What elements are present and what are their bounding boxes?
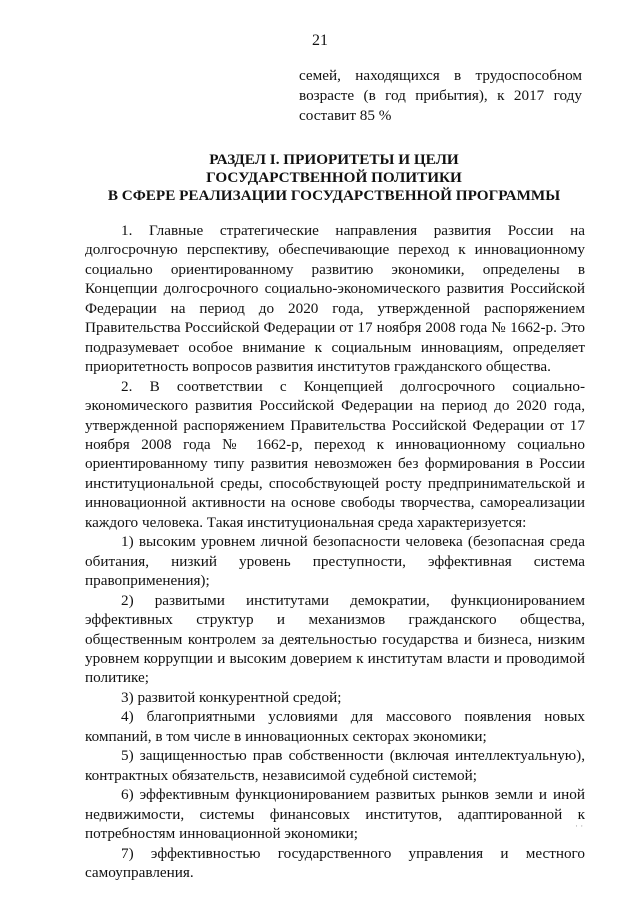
paragraph-2: 2. В соответствии с Концепцией долгосрочного социально-экономического развития Российской Федерации на период до 2020 года, утвержденной распоряжением Правительства Российской Федерации от 17 ноября 2008 года № 1662-р, переход к инновационному социально ориентированному типу развития невозможен без формирования в России институциональной среды, способствующей росту предпринимательской и инновационной активности на основе свободы творчества, самореализации каждого человека. Такая институциональная среда характеризуется: bbox=[85, 377, 585, 531]
section-heading-line-2: ГОСУДАРСТВЕННОЙ ПОЛИТИКИ bbox=[206, 169, 462, 186]
list-item-6: 6) эффективным функционированием развитых рынков земли и иной недвижимости, системы финансовых институтов, адаптированной к потребностям инновационной экономики; bbox=[85, 786, 585, 843]
continuation-paragraph: семей, находящихся в трудоспособном возрасте (в год прибытия), к 2017 году составит 85 % bbox=[299, 67, 582, 124]
paragraph-1: 1. Главные стратегические направления развития России на долгосрочную перспективу, обеспечивающие переход к инновационному социально ориентированному развитию экономики, определены в Концепции долгосрочного социально-экономического развития Российской Федерации на период до 2020 года, утвержденной распоряжением Правительства Российской Федерации от 17 ноября 2008 года № 1662-р. Это подразумевает особое внимание к социальным инновациям, определяет приоритетность вопросов развития институтов гражданского общества. bbox=[85, 222, 585, 376]
list-item-2: 2) развитыми институтами демократии, функционированием эффективных структур и механизмов гражданского общества, общественным контролем за деятельностью государства и бизнеса, низким уровнем коррупции и высоким доверием к институтам власти и проводимой политике; bbox=[85, 591, 585, 687]
list-item-3: 3) развитой конкурентной средой; bbox=[121, 688, 342, 706]
list-item-5: 5) защищенностью прав собственности (включая интеллектуальную), контрактных обязательств, независимой судебной системой; bbox=[85, 747, 585, 784]
section-heading-line-1: РАЗДЕЛ I. ПРИОРИТЕТЫ И ЦЕЛИ bbox=[209, 151, 459, 168]
list-item-1: 1) высоким уровнем личной безопасности человека (безопасная среда обитания, низкий уровень преступности, эффективная система правоприменения); bbox=[85, 533, 585, 590]
page-number: 21 bbox=[312, 32, 328, 49]
section-heading bbox=[84, 151, 584, 205]
list-item-4: 4) благоприятными условиями для массового появления новых компаний, в том числе в инновационных секторах экономики; bbox=[85, 708, 585, 745]
scan-artifact-mark: · · bbox=[575, 821, 584, 831]
section-heading-line-3: В СФЕРЕ РЕАЛИЗАЦИИ ГОСУДАРСТВЕННОЙ ПРОГРАММЫ bbox=[107, 187, 561, 204]
list-item-7: 7) эффективностью государственного управления и местного самоуправления. bbox=[85, 844, 585, 881]
document-body bbox=[85, 221, 585, 882]
